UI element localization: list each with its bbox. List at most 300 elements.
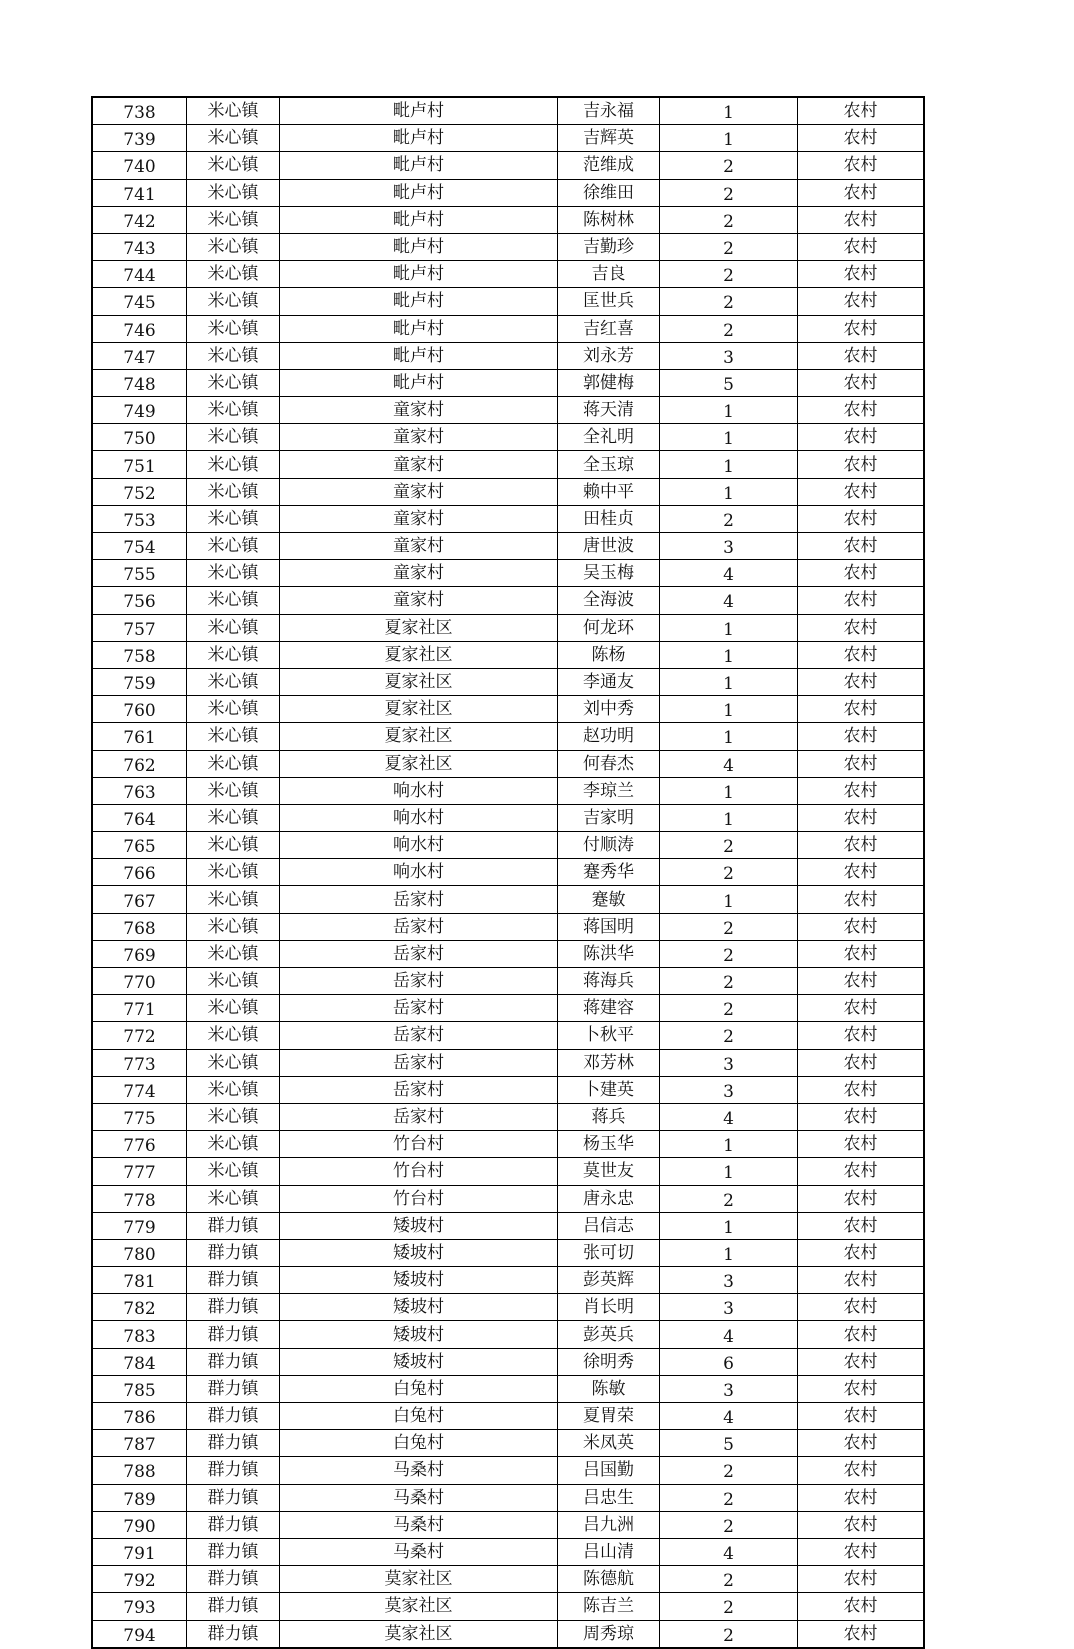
row-number-cell: 768	[92, 913, 187, 940]
type-cell: 农村	[798, 233, 925, 260]
count-cell: 4	[660, 1103, 798, 1130]
type-cell: 农村	[798, 369, 925, 396]
name-cell: 田桂贞	[558, 505, 660, 532]
village-cell: 白兔村	[280, 1430, 558, 1457]
village-cell: 童家村	[280, 560, 558, 587]
name-cell: 吕国勤	[558, 1457, 660, 1484]
type-cell: 农村	[798, 1375, 925, 1402]
row-number-cell: 764	[92, 804, 187, 831]
row-number-cell: 744	[92, 261, 187, 288]
row-number-cell: 781	[92, 1267, 187, 1294]
town-cell: 米心镇	[187, 152, 280, 179]
town-cell: 米心镇	[187, 859, 280, 886]
count-cell: 2	[660, 859, 798, 886]
town-cell: 米心镇	[187, 451, 280, 478]
type-cell: 农村	[798, 1294, 925, 1321]
town-cell: 米心镇	[187, 560, 280, 587]
row-number-cell: 748	[92, 369, 187, 396]
village-cell: 毗卢村	[280, 261, 558, 288]
row-number-cell: 776	[92, 1131, 187, 1158]
row-number-cell: 754	[92, 533, 187, 560]
town-cell: 米心镇	[187, 968, 280, 995]
row-number-cell: 769	[92, 940, 187, 967]
town-cell: 米心镇	[187, 641, 280, 668]
count-cell: 2	[660, 206, 798, 233]
village-cell: 童家村	[280, 478, 558, 505]
row-number-cell: 786	[92, 1403, 187, 1430]
table-row	[92, 179, 924, 206]
table-row	[92, 451, 924, 478]
type-cell: 农村	[798, 1484, 925, 1511]
name-cell: 刘永芳	[558, 342, 660, 369]
count-cell: 4	[660, 1538, 798, 1565]
town-cell: 米心镇	[187, 533, 280, 560]
count-cell: 4	[660, 750, 798, 777]
count-cell: 3	[660, 1375, 798, 1402]
row-number-cell: 749	[92, 397, 187, 424]
town-cell: 米心镇	[187, 125, 280, 152]
name-cell: 范维成	[558, 152, 660, 179]
town-cell: 群力镇	[187, 1620, 280, 1648]
row-number-cell: 762	[92, 750, 187, 777]
town-cell: 米心镇	[187, 940, 280, 967]
name-cell: 何龙环	[558, 614, 660, 641]
town-cell: 米心镇	[187, 424, 280, 451]
count-cell: 1	[660, 1239, 798, 1266]
village-cell: 岳家村	[280, 1022, 558, 1049]
row-number-cell: 763	[92, 777, 187, 804]
row-number-cell: 788	[92, 1457, 187, 1484]
name-cell: 蒋海兵	[558, 968, 660, 995]
count-cell: 2	[660, 940, 798, 967]
village-cell: 童家村	[280, 505, 558, 532]
name-cell: 卜建英	[558, 1076, 660, 1103]
village-cell: 毗卢村	[280, 179, 558, 206]
row-number-cell: 759	[92, 668, 187, 695]
village-cell: 毗卢村	[280, 369, 558, 396]
town-cell: 米心镇	[187, 369, 280, 396]
table-row	[92, 1348, 924, 1375]
row-number-cell: 789	[92, 1484, 187, 1511]
type-cell: 农村	[798, 315, 925, 342]
village-cell: 响水村	[280, 859, 558, 886]
name-cell: 杨玉华	[558, 1131, 660, 1158]
town-cell: 群力镇	[187, 1593, 280, 1620]
village-cell: 响水村	[280, 832, 558, 859]
town-cell: 米心镇	[187, 995, 280, 1022]
name-cell: 唐世波	[558, 533, 660, 560]
name-cell: 陈洪华	[558, 940, 660, 967]
type-cell: 农村	[798, 1185, 925, 1212]
town-cell: 米心镇	[187, 478, 280, 505]
row-number-cell: 785	[92, 1375, 187, 1402]
name-cell: 唐永忠	[558, 1185, 660, 1212]
table-row	[92, 1403, 924, 1430]
type-cell: 农村	[798, 668, 925, 695]
table-row	[92, 641, 924, 668]
town-cell: 群力镇	[187, 1348, 280, 1375]
type-cell: 农村	[798, 1457, 925, 1484]
town-cell: 米心镇	[187, 397, 280, 424]
table-row	[92, 478, 924, 505]
town-cell: 群力镇	[187, 1511, 280, 1538]
town-cell: 群力镇	[187, 1239, 280, 1266]
town-cell: 米心镇	[187, 342, 280, 369]
type-cell: 农村	[798, 940, 925, 967]
table-row	[92, 723, 924, 750]
count-cell: 2	[660, 179, 798, 206]
name-cell: 吉红喜	[558, 315, 660, 342]
table-row	[92, 397, 924, 424]
type-cell: 农村	[798, 750, 925, 777]
type-cell: 农村	[798, 1022, 925, 1049]
count-cell: 2	[660, 1620, 798, 1648]
type-cell: 农村	[798, 886, 925, 913]
town-cell: 群力镇	[187, 1403, 280, 1430]
type-cell: 农村	[798, 1131, 925, 1158]
type-cell: 农村	[798, 1321, 925, 1348]
name-cell: 彭英辉	[558, 1267, 660, 1294]
name-cell: 赵功明	[558, 723, 660, 750]
name-cell: 全海波	[558, 587, 660, 614]
name-cell: 卜秋平	[558, 1022, 660, 1049]
count-cell: 2	[660, 1185, 798, 1212]
town-cell: 群力镇	[187, 1375, 280, 1402]
village-cell: 竹台村	[280, 1185, 558, 1212]
row-number-cell: 774	[92, 1076, 187, 1103]
village-cell: 童家村	[280, 587, 558, 614]
table-row	[92, 804, 924, 831]
town-cell: 米心镇	[187, 804, 280, 831]
type-cell: 农村	[798, 397, 925, 424]
village-cell: 矮坡村	[280, 1294, 558, 1321]
village-cell: 童家村	[280, 451, 558, 478]
town-cell: 群力镇	[187, 1430, 280, 1457]
town-cell: 米心镇	[187, 614, 280, 641]
village-cell: 毗卢村	[280, 342, 558, 369]
table-row	[92, 587, 924, 614]
count-cell: 1	[660, 777, 798, 804]
table-row	[92, 1430, 924, 1457]
name-cell: 肖长明	[558, 1294, 660, 1321]
name-cell: 李通友	[558, 668, 660, 695]
count-cell: 3	[660, 1076, 798, 1103]
row-number-cell: 742	[92, 206, 187, 233]
type-cell: 农村	[798, 1593, 925, 1620]
type-cell: 农村	[798, 804, 925, 831]
name-cell: 蒋建容	[558, 995, 660, 1022]
village-cell: 岳家村	[280, 968, 558, 995]
type-cell: 农村	[798, 913, 925, 940]
table-row	[92, 315, 924, 342]
row-number-cell: 761	[92, 723, 187, 750]
table-row	[92, 1566, 924, 1593]
town-cell: 米心镇	[187, 505, 280, 532]
count-cell: 1	[660, 641, 798, 668]
type-cell: 农村	[798, 1212, 925, 1239]
row-number-cell: 775	[92, 1103, 187, 1130]
count-cell: 2	[660, 1022, 798, 1049]
village-cell: 夏家社区	[280, 750, 558, 777]
table-row	[92, 125, 924, 152]
count-cell: 1	[660, 668, 798, 695]
village-cell: 竹台村	[280, 1131, 558, 1158]
table-body	[92, 97, 924, 1648]
count-cell: 4	[660, 1403, 798, 1430]
table-row	[92, 832, 924, 859]
count-cell: 5	[660, 369, 798, 396]
row-number-cell: 750	[92, 424, 187, 451]
name-cell: 吉家明	[558, 804, 660, 831]
name-cell: 赖中平	[558, 478, 660, 505]
table-row	[92, 1239, 924, 1266]
count-cell: 3	[660, 1294, 798, 1321]
count-cell: 1	[660, 125, 798, 152]
town-cell: 群力镇	[187, 1267, 280, 1294]
village-cell: 岳家村	[280, 886, 558, 913]
name-cell: 吕信志	[558, 1212, 660, 1239]
village-cell: 童家村	[280, 424, 558, 451]
count-cell: 1	[660, 397, 798, 424]
type-cell: 农村	[798, 505, 925, 532]
village-cell: 岳家村	[280, 1049, 558, 1076]
count-cell: 1	[660, 424, 798, 451]
name-cell: 全玉琼	[558, 451, 660, 478]
town-cell: 米心镇	[187, 97, 280, 125]
village-cell: 毗卢村	[280, 125, 558, 152]
count-cell: 1	[660, 723, 798, 750]
count-cell: 2	[660, 1484, 798, 1511]
town-cell: 米心镇	[187, 668, 280, 695]
table-row	[92, 1620, 924, 1648]
village-cell: 矮坡村	[280, 1321, 558, 1348]
count-cell: 1	[660, 1158, 798, 1185]
name-cell: 蹇敏	[558, 886, 660, 913]
name-cell: 彭英兵	[558, 1321, 660, 1348]
table-row	[92, 913, 924, 940]
town-cell: 米心镇	[187, 1049, 280, 1076]
name-cell: 吉勤珍	[558, 233, 660, 260]
type-cell: 农村	[798, 1267, 925, 1294]
count-cell: 1	[660, 1131, 798, 1158]
count-cell: 6	[660, 1348, 798, 1375]
row-number-cell: 746	[92, 315, 187, 342]
name-cell: 陈敏	[558, 1375, 660, 1402]
table-row	[92, 1321, 924, 1348]
count-cell: 1	[660, 97, 798, 125]
name-cell: 何春杰	[558, 750, 660, 777]
name-cell: 吉辉英	[558, 125, 660, 152]
row-number-cell: 773	[92, 1049, 187, 1076]
village-cell: 岳家村	[280, 1076, 558, 1103]
village-cell: 夏家社区	[280, 614, 558, 641]
table-row	[92, 886, 924, 913]
town-cell: 米心镇	[187, 1103, 280, 1130]
table-row	[92, 1049, 924, 1076]
village-cell: 夏家社区	[280, 668, 558, 695]
village-cell: 毗卢村	[280, 288, 558, 315]
village-cell: 响水村	[280, 804, 558, 831]
row-number-cell: 780	[92, 1239, 187, 1266]
name-cell: 李琼兰	[558, 777, 660, 804]
type-cell: 农村	[798, 533, 925, 560]
town-cell: 米心镇	[187, 750, 280, 777]
name-cell: 吕山清	[558, 1538, 660, 1565]
table-row	[92, 1484, 924, 1511]
count-cell: 4	[660, 587, 798, 614]
count-cell: 2	[660, 152, 798, 179]
town-cell: 米心镇	[187, 723, 280, 750]
table-row	[92, 668, 924, 695]
name-cell: 刘中秀	[558, 696, 660, 723]
name-cell: 蒋天清	[558, 397, 660, 424]
name-cell: 蹇秀华	[558, 859, 660, 886]
row-number-cell: 741	[92, 179, 187, 206]
count-cell: 1	[660, 696, 798, 723]
type-cell: 农村	[798, 1158, 925, 1185]
village-cell: 毗卢村	[280, 206, 558, 233]
row-number-cell: 793	[92, 1593, 187, 1620]
row-number-cell: 782	[92, 1294, 187, 1321]
table-row	[92, 1076, 924, 1103]
name-cell: 陈德航	[558, 1566, 660, 1593]
village-cell: 马桑村	[280, 1538, 558, 1565]
table-row	[92, 1294, 924, 1321]
table-row	[92, 1022, 924, 1049]
village-cell: 岳家村	[280, 1103, 558, 1130]
name-cell: 匡世兵	[558, 288, 660, 315]
table-row	[92, 533, 924, 560]
row-number-cell: 777	[92, 1158, 187, 1185]
village-cell: 马桑村	[280, 1511, 558, 1538]
table-row	[92, 1158, 924, 1185]
row-number-cell: 765	[92, 832, 187, 859]
village-cell: 童家村	[280, 533, 558, 560]
name-cell: 蒋兵	[558, 1103, 660, 1130]
row-number-cell: 740	[92, 152, 187, 179]
type-cell: 农村	[798, 641, 925, 668]
name-cell: 吉良	[558, 261, 660, 288]
village-cell: 莫家社区	[280, 1620, 558, 1648]
town-cell: 群力镇	[187, 1566, 280, 1593]
count-cell: 2	[660, 1593, 798, 1620]
table-row	[92, 97, 924, 125]
village-cell: 童家村	[280, 397, 558, 424]
type-cell: 农村	[798, 1403, 925, 1430]
name-cell: 吕忠生	[558, 1484, 660, 1511]
table-row	[92, 777, 924, 804]
row-number-cell: 756	[92, 587, 187, 614]
type-cell: 农村	[798, 478, 925, 505]
village-cell: 矮坡村	[280, 1212, 558, 1239]
count-cell: 2	[660, 288, 798, 315]
type-cell: 农村	[798, 723, 925, 750]
name-cell: 吕九洲	[558, 1511, 660, 1538]
town-cell: 米心镇	[187, 696, 280, 723]
name-cell: 邓芳林	[558, 1049, 660, 1076]
type-cell: 农村	[798, 995, 925, 1022]
village-cell: 毗卢村	[280, 152, 558, 179]
table-row	[92, 1538, 924, 1565]
count-cell: 3	[660, 1267, 798, 1294]
count-cell: 1	[660, 886, 798, 913]
town-cell: 米心镇	[187, 315, 280, 342]
count-cell: 1	[660, 804, 798, 831]
type-cell: 农村	[798, 1049, 925, 1076]
table-row	[92, 342, 924, 369]
row-number-cell: 760	[92, 696, 187, 723]
table-row	[92, 968, 924, 995]
table-row	[92, 750, 924, 777]
type-cell: 农村	[798, 206, 925, 233]
village-cell: 夏家社区	[280, 696, 558, 723]
count-cell: 2	[660, 1457, 798, 1484]
type-cell: 农村	[798, 1566, 925, 1593]
type-cell: 农村	[798, 696, 925, 723]
name-cell: 莫世友	[558, 1158, 660, 1185]
count-cell: 3	[660, 342, 798, 369]
type-cell: 农村	[798, 560, 925, 587]
count-cell: 2	[660, 832, 798, 859]
name-cell: 徐明秀	[558, 1348, 660, 1375]
town-cell: 群力镇	[187, 1457, 280, 1484]
row-number-cell: 758	[92, 641, 187, 668]
table-row	[92, 940, 924, 967]
type-cell: 农村	[798, 1620, 925, 1648]
town-cell: 米心镇	[187, 1185, 280, 1212]
town-cell: 米心镇	[187, 206, 280, 233]
row-number-cell: 794	[92, 1620, 187, 1648]
type-cell: 农村	[798, 832, 925, 859]
data-table	[91, 96, 925, 1649]
type-cell: 农村	[798, 288, 925, 315]
row-number-cell: 770	[92, 968, 187, 995]
count-cell: 4	[660, 560, 798, 587]
type-cell: 农村	[798, 179, 925, 206]
name-cell: 吉永福	[558, 97, 660, 125]
table-row	[92, 1131, 924, 1158]
type-cell: 农村	[798, 968, 925, 995]
count-cell: 2	[660, 233, 798, 260]
town-cell: 米心镇	[187, 233, 280, 260]
type-cell: 农村	[798, 859, 925, 886]
table-row	[92, 369, 924, 396]
table-row	[92, 1267, 924, 1294]
village-cell: 岳家村	[280, 940, 558, 967]
name-cell: 张可切	[558, 1239, 660, 1266]
village-cell: 岳家村	[280, 995, 558, 1022]
type-cell: 农村	[798, 1103, 925, 1130]
table-row	[92, 288, 924, 315]
row-number-cell: 755	[92, 560, 187, 587]
table-row	[92, 1212, 924, 1239]
name-cell: 陈吉兰	[558, 1593, 660, 1620]
type-cell: 农村	[798, 152, 925, 179]
type-cell: 农村	[798, 261, 925, 288]
table-row	[92, 1457, 924, 1484]
name-cell: 陈杨	[558, 641, 660, 668]
village-cell: 马桑村	[280, 1484, 558, 1511]
town-cell: 米心镇	[187, 179, 280, 206]
row-number-cell: 745	[92, 288, 187, 315]
count-cell: 2	[660, 1566, 798, 1593]
row-number-cell: 753	[92, 505, 187, 532]
town-cell: 米心镇	[187, 886, 280, 913]
town-cell: 米心镇	[187, 832, 280, 859]
row-number-cell: 772	[92, 1022, 187, 1049]
row-number-cell: 752	[92, 478, 187, 505]
town-cell: 群力镇	[187, 1212, 280, 1239]
